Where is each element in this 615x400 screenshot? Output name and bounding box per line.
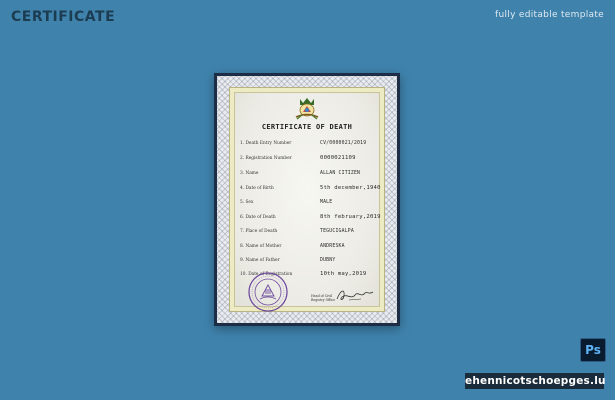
field-value: CV/0000021/2019 xyxy=(320,141,367,146)
page-heading: CERTIFICATE xyxy=(11,9,116,25)
photoshop-icon: Ps xyxy=(580,338,606,362)
field-label: 2. Registration Number xyxy=(240,156,292,161)
field-sex xyxy=(240,199,375,209)
certificate-frame xyxy=(214,73,400,326)
site-watermark: ehennicotschoepges.lu xyxy=(465,375,606,387)
decorative-border xyxy=(217,76,397,323)
field-registration-number xyxy=(240,155,375,165)
tagline: fully editable template xyxy=(495,10,604,20)
cream-border xyxy=(229,87,385,312)
field-value: 5th december,1940 xyxy=(320,185,381,191)
field-label: 7. Place of Death xyxy=(240,229,278,234)
field-label: 6. Date of Death xyxy=(240,215,276,220)
field-value: ALLAN CITIZEN xyxy=(320,171,361,176)
field-label: 9. Name of Father xyxy=(240,258,280,263)
field-name-of-father xyxy=(240,257,375,267)
field-label: 5. Sex xyxy=(240,200,254,205)
field-value: 0000021109 xyxy=(320,155,356,161)
field-date-of-death xyxy=(240,214,381,224)
field-label: 1. Death Entry Number xyxy=(240,141,292,146)
field-label: 3. Name xyxy=(240,171,259,176)
certificate-paper xyxy=(234,92,380,307)
signatory-title: Head of Civil Registry Office xyxy=(311,294,336,302)
field-name-of-mother xyxy=(240,243,375,253)
field-place-of-death xyxy=(240,228,375,238)
field-date-of-birth xyxy=(240,185,381,195)
field-value: 10th may,2019 xyxy=(320,271,367,277)
field-value: DUBNY xyxy=(320,258,336,263)
field-label: 4. Date of Birth xyxy=(240,186,274,191)
field-value: ANDRESKA xyxy=(320,244,345,249)
field-name xyxy=(240,170,375,180)
field-label: 10. Date of Registration xyxy=(240,272,293,277)
field-label: 8. Name of Mother xyxy=(240,244,282,249)
handwritten-signature xyxy=(335,287,375,303)
field-value: MALE xyxy=(320,200,333,205)
certificate-title: CERTIFICATE OF DEATH xyxy=(261,123,353,131)
field-value: 8th february,2019 xyxy=(320,214,381,220)
field-death-entry-number xyxy=(240,140,375,150)
coat-of-arms-emblem xyxy=(294,97,320,121)
official-seal-stamp xyxy=(245,271,291,313)
field-value: TEGUCIGALPA xyxy=(320,229,354,234)
